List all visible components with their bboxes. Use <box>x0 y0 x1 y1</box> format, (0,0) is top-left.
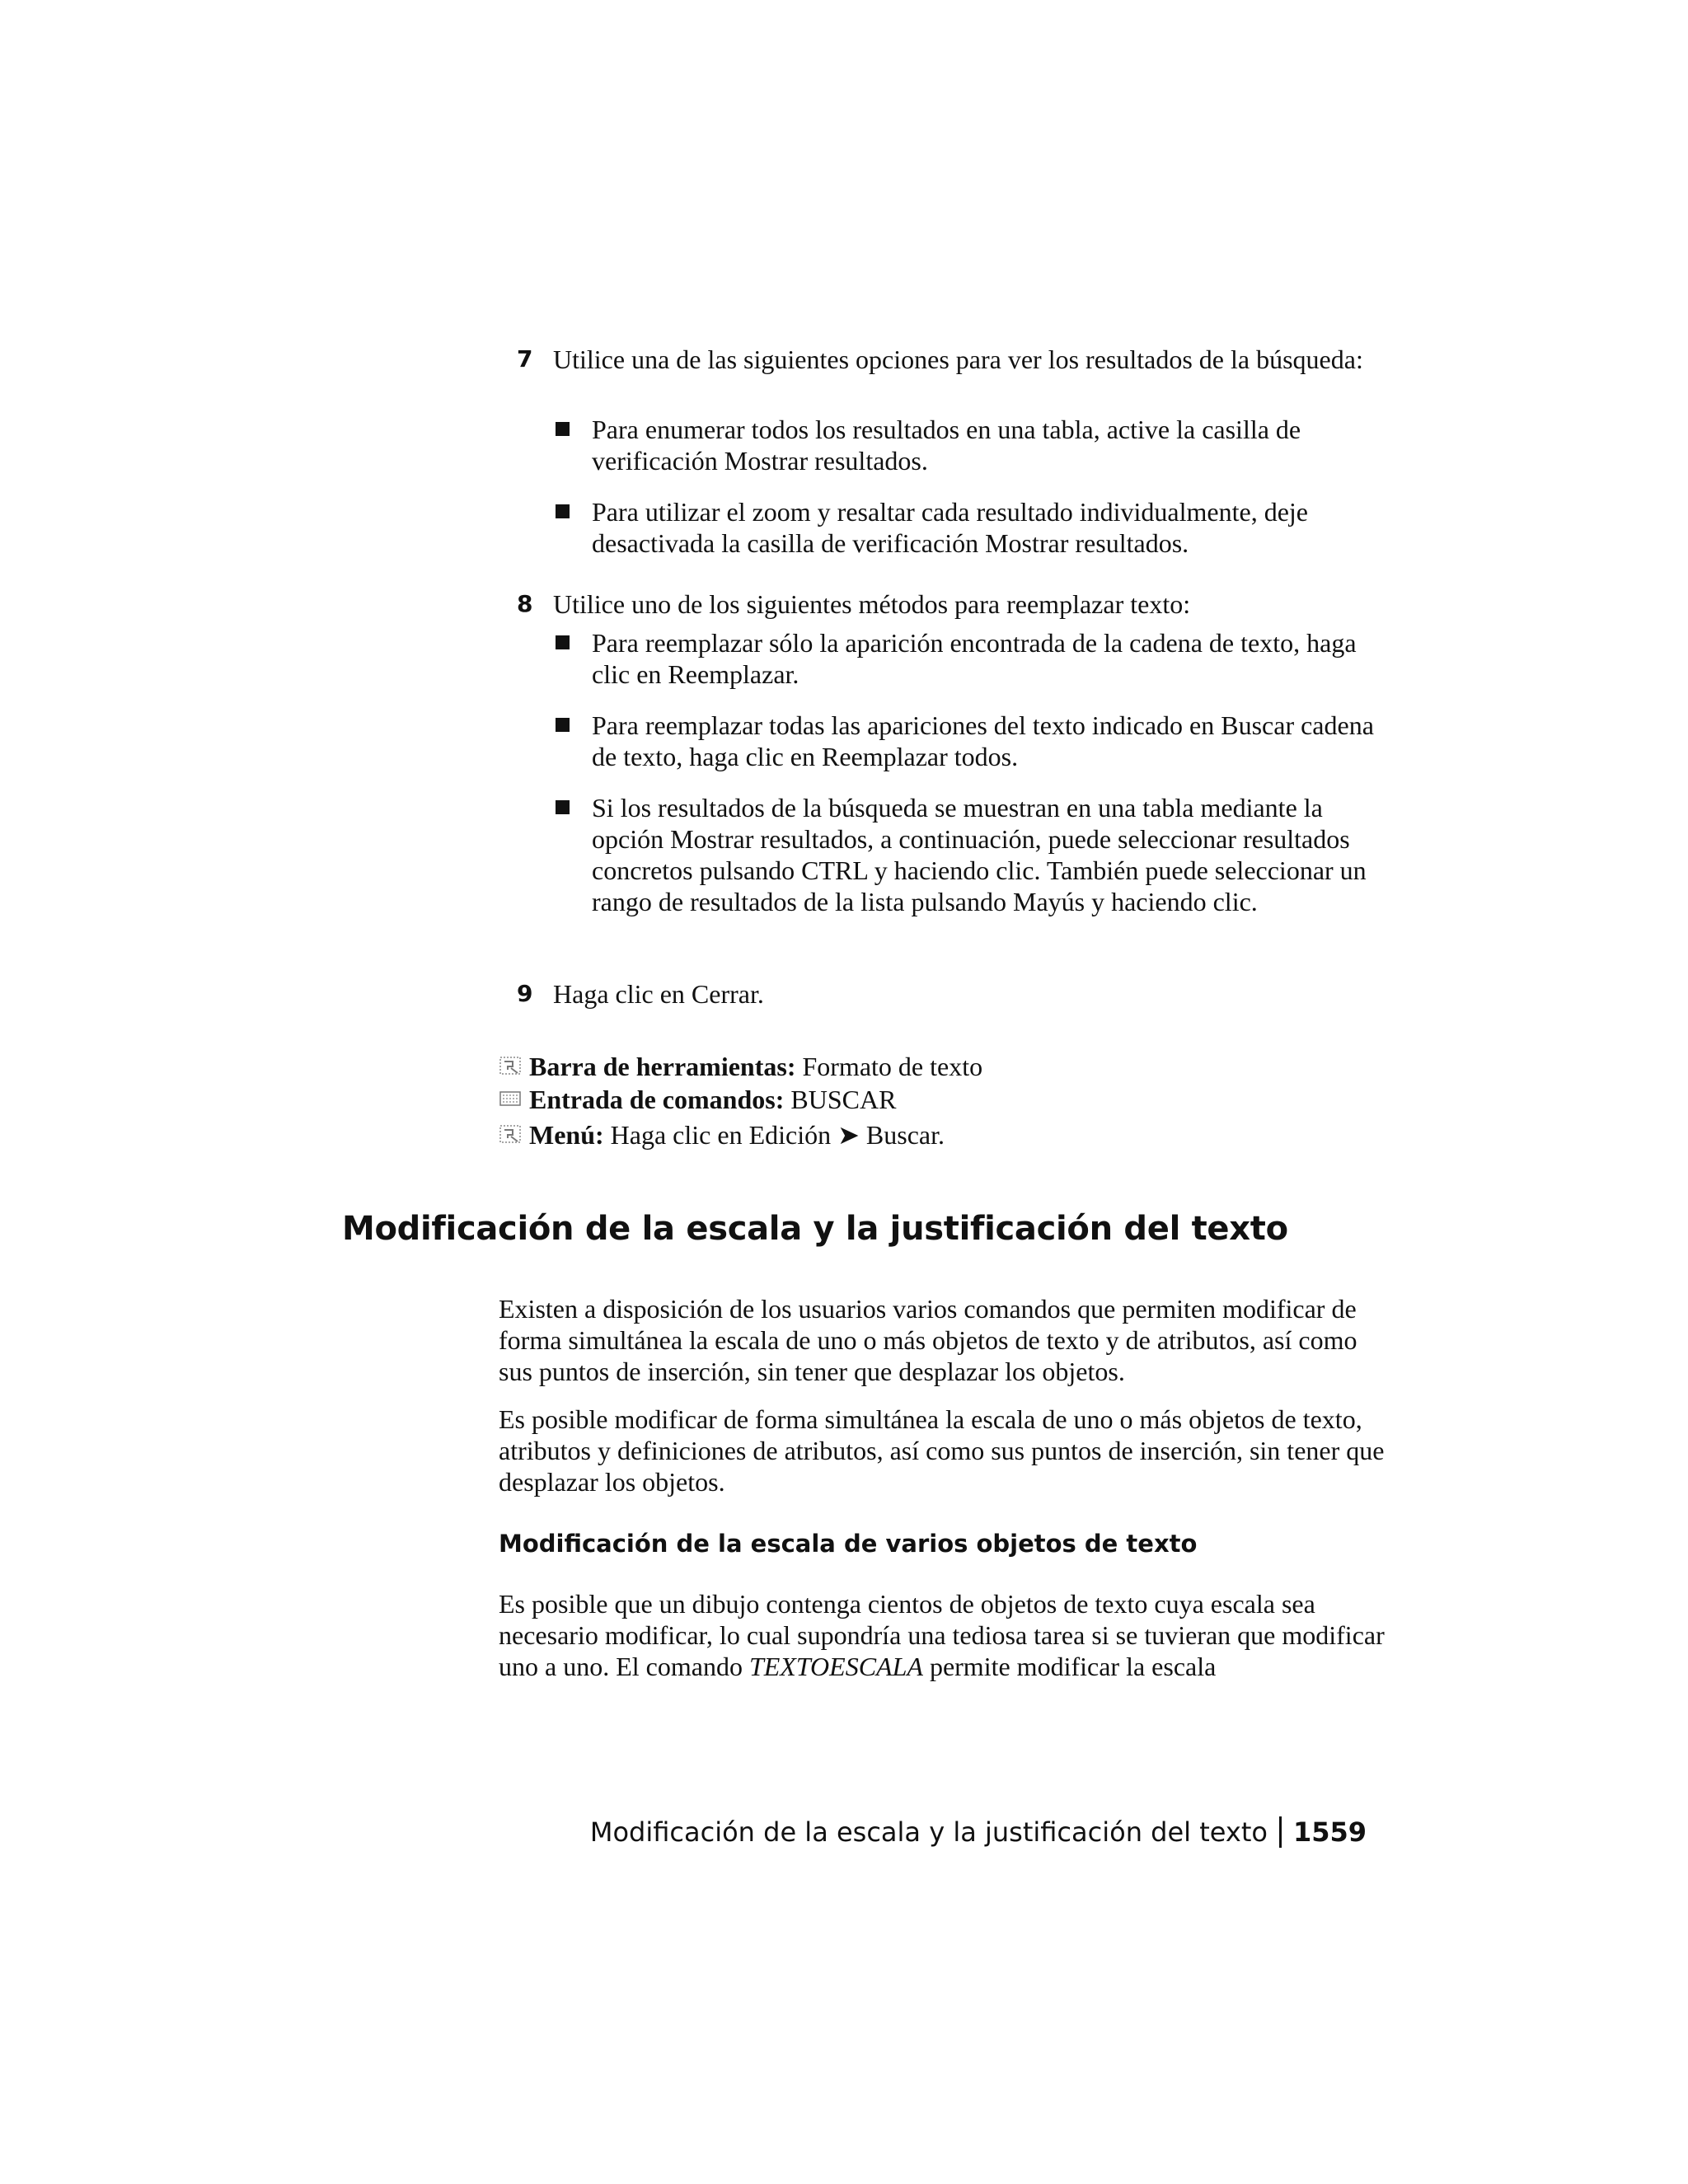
quick-reference-text <box>529 1083 896 1116</box>
bullet-square-icon <box>556 635 570 649</box>
quick-reference-value: Haga clic en Edición ➤ Buscar. <box>610 1120 945 1150</box>
quick-reference-text <box>529 1118 945 1151</box>
step-number: 7 <box>517 345 533 373</box>
step-number: 8 <box>517 590 533 617</box>
list-item-text: Si los resultados de la búsqueda se muestran en una tabla mediante la opción Mostrar resultados, a continuación, puede seleccionar resultados concretos pulsando CTRL y haciendo clic. También puede seleccionar un rango de resultados de la lista pulsando Mayús y haciendo clic. <box>592 793 1367 916</box>
command-name: TEXTOESCALA <box>748 1652 923 1681</box>
page-footer <box>590 1816 1367 1849</box>
bullet-square-icon <box>556 718 570 732</box>
bullet-square-icon <box>556 504 570 518</box>
subsection-title: Modificación de la escala de varios objetos de texto <box>499 1530 1198 1558</box>
menu-icon <box>499 1125 521 1143</box>
list-item-text: Para reemplazar sólo la aparición encontrada de la cadena de texto, haga clic en Reemplazar. <box>592 628 1357 689</box>
toolbar-icon <box>499 1057 521 1075</box>
list-item-text: Para enumerar todos los resultados en una tabla, active la casilla de verificación Mostrar resultados. <box>592 415 1301 476</box>
step-number: 9 <box>517 980 533 1007</box>
quick-reference-label: Barra de herramientas: <box>529 1052 796 1081</box>
paragraph: Existen a disposición de los usuarios varios comandos que permiten modificar de forma simultánea la escala de uno o más objetos de texto y de atributos, así como sus puntos de inserción, sin tener que desplazar los objetos. <box>499 1294 1357 1386</box>
step-text: Utilice una de las siguientes opciones para ver los resultados de la búsqueda: <box>553 344 1363 374</box>
bullet-square-icon <box>556 800 570 814</box>
paragraph-text: Es posible que un dibujo contenga cientos de objetos de texto cuya escala sea necesario modificar, lo cual supondría una tediosa tarea si se tuvieran que modificar uno a uno. El comando <box>499 1589 1385 1681</box>
quick-reference-text <box>529 1050 982 1083</box>
footer-divider <box>1279 1816 1282 1848</box>
section-title: Modificación de la escala y la justificación del texto <box>342 1210 1288 1248</box>
paragraph: Es posible modificar de forma simultánea la escala de uno o más objetos de texto, atributos y definiciones de atributos, así como sus puntos de inserción, sin tener que desplazar los objetos. <box>499 1404 1385 1497</box>
step-text: Haga clic en Cerrar. <box>553 979 764 1009</box>
page-number: 1559 <box>1292 1816 1367 1848</box>
bullet-square-icon <box>556 422 570 436</box>
quick-reference-label: Entrada de comandos: <box>529 1085 785 1114</box>
quick-reference-value: Formato de texto <box>802 1052 983 1081</box>
running-title: Modificación de la escala y la justificación del texto <box>589 1816 1268 1848</box>
step-text: Utilice uno de los siguientes métodos para reemplazar texto: <box>553 589 1191 619</box>
list-item-text: Para utilizar el zoom y resaltar cada resultado individualmente, deje desactivada la casilla de verificación Mostrar resultados. <box>592 497 1308 558</box>
quick-reference-label: Menú: <box>529 1120 604 1150</box>
quick-reference-value: BUSCAR <box>790 1085 897 1114</box>
paragraph-text: permite modificar la escala <box>922 1652 1217 1681</box>
list-item-text: Para reemplazar todas las apariciones del texto indicado en Buscar cadena de texto, haga clic en Reemplazar todos. <box>592 710 1374 771</box>
paragraph <box>499 1588 1385 1682</box>
keyboard-icon <box>499 1090 521 1108</box>
